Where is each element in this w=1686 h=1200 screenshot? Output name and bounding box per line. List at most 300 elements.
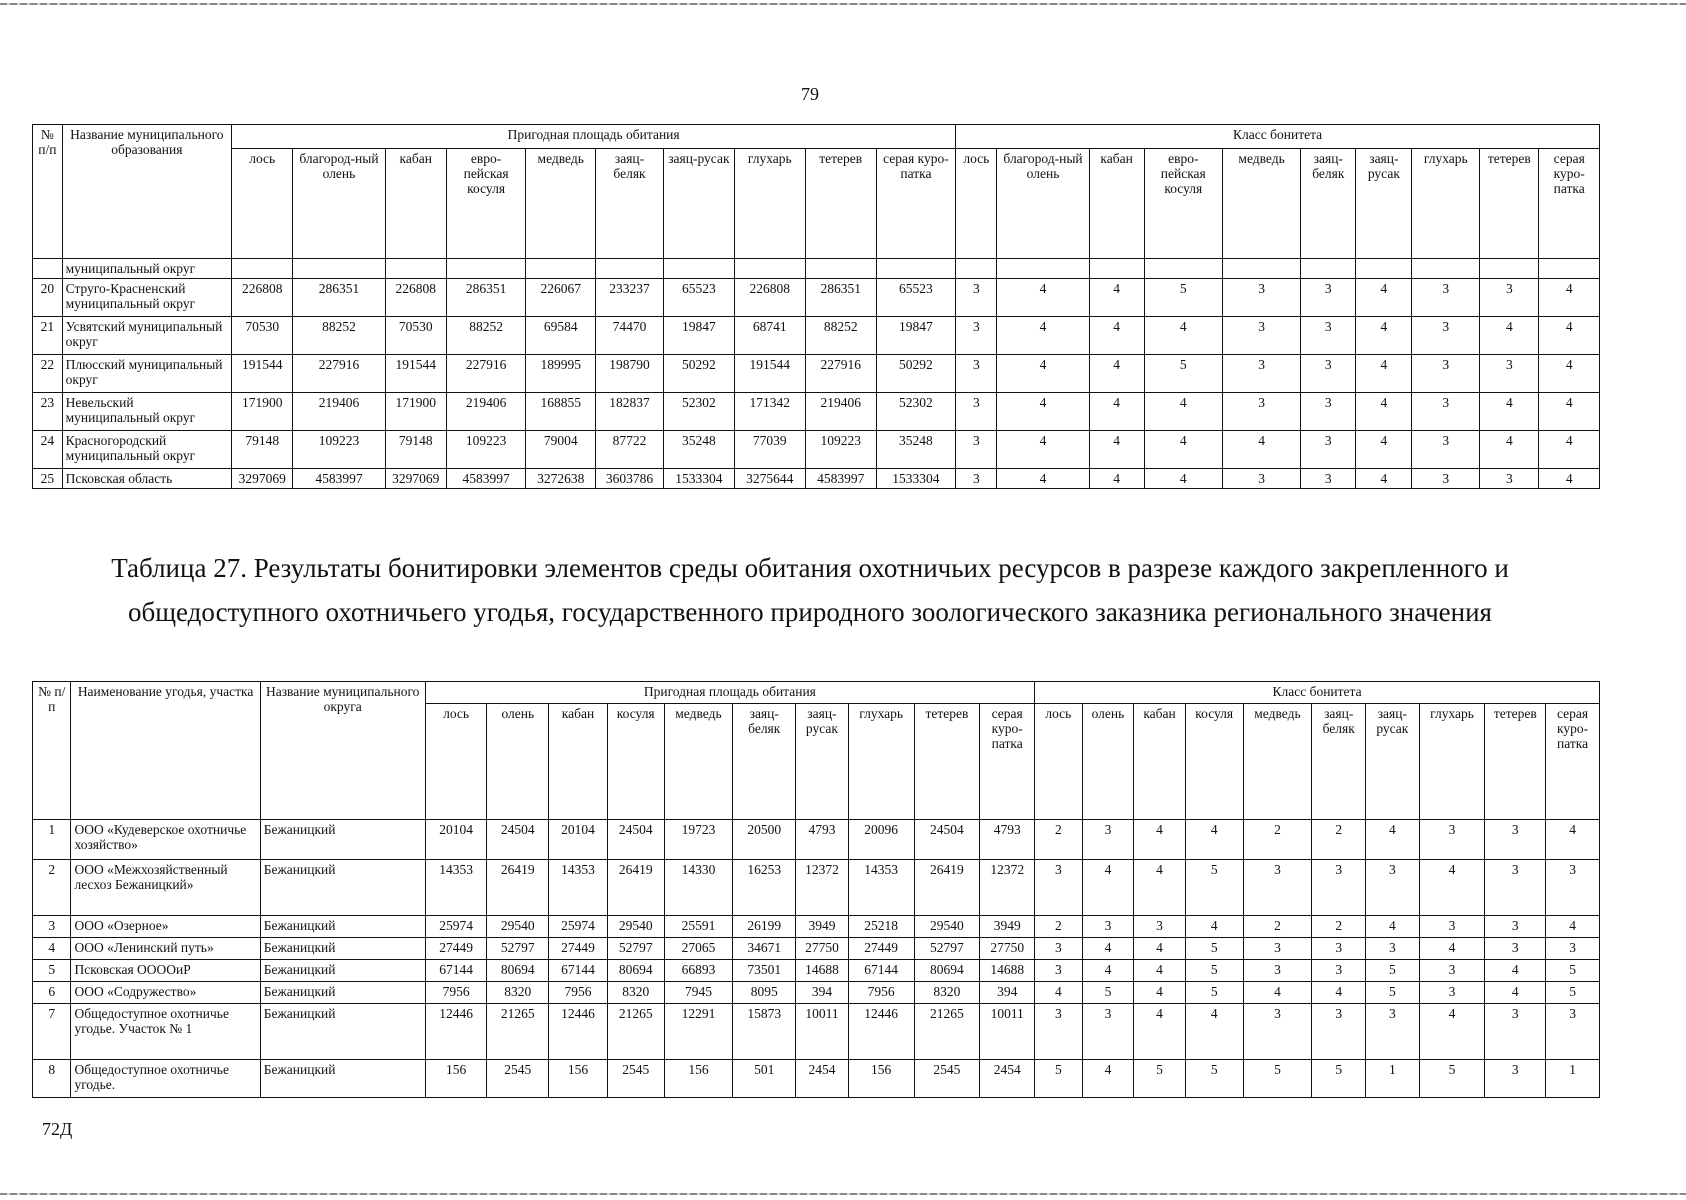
t2-area-cell: 3949 [980,916,1035,938]
t2-row-district: Бежаницкий [260,982,425,1004]
t1-area-cell: 219406 [446,393,525,431]
t1-species-area-4: медведь [526,149,596,259]
t1-class-cell: 4 [1356,317,1412,355]
t2-species-area-3: косуля [607,704,664,820]
t2-class-cell: 3 [1035,860,1083,916]
t1-class-cell: 4 [1144,431,1222,469]
t2-area-cell: 10011 [796,1004,849,1060]
t2-area-cell: 8095 [733,982,796,1004]
t1-table-row [33,279,1600,317]
t1-species-area-9: серая куро-патка [876,149,956,259]
t1-area-cell: 87722 [596,431,664,469]
t2-area-cell: 156 [664,1060,733,1098]
t1-species-class-5: заяц-беляк [1301,149,1356,259]
t2-species-area-1: олень [487,704,549,820]
t2-class-cell: 5 [1185,860,1243,916]
t1-table-row [33,469,1600,489]
t1-area-cell: 88252 [446,317,525,355]
t2-class-cell: 3 [1243,1004,1312,1060]
t1-area-cell: 74470 [596,317,664,355]
habitat-table-27 [32,681,1600,1098]
t1-area-cell: 1533304 [876,469,956,489]
t2-class-cell: 5 [1366,960,1420,982]
t1-table-row [33,393,1600,431]
t2-class-cell: 2 [1243,916,1312,938]
t2-area-cell: 156 [549,1060,608,1098]
table-27-title: Таблица 27. Результаты бонитировки элементов среды обитания охотничьих ресурсов в разрезе каждого закрепленного и общедоступного охотничьего угодья, государственного природного зоологического заказника регионального значения [111,553,1509,627]
t2-row-num: 3 [33,916,71,938]
t1-area-cell: 109223 [805,431,876,469]
t2-species-class-2: кабан [1134,704,1186,820]
t2-area-cell: 25218 [848,916,914,938]
t1-class-cell: 3 [1222,317,1300,355]
t2-area-cell: 21265 [607,1004,664,1060]
t2-class-cell: 5 [1546,982,1600,1004]
t2-species-class-0: лось [1035,704,1083,820]
t2-area-cell: 16253 [733,860,796,916]
t2-class-cell: 5 [1185,938,1243,960]
t2-table-row [33,938,1600,960]
t2-area-cell: 2545 [914,1060,980,1098]
t1-area-cell: 286351 [446,279,525,317]
t2-class-cell: 3 [1082,916,1134,938]
t1-area-cell: 3603786 [596,469,664,489]
t2-header-area-group: Пригодная площадь обитания [425,682,1034,704]
t1-class-cell: 3 [956,469,997,489]
t1-area-cell: 3297069 [232,469,293,489]
t1-area-cell: 168855 [526,393,596,431]
t2-row-district: Бежаницкий [260,916,425,938]
t2-species-area-2: кабан [549,704,608,820]
t2-class-cell: 4 [1134,860,1186,916]
t2-row-name: Псковская ООООиР [71,960,260,982]
t1-area-cell: 4583997 [446,469,525,489]
t1-class-cell: 5 [1144,279,1222,317]
t2-area-cell: 156 [848,1060,914,1098]
t2-class-cell: 4 [1366,916,1420,938]
t2-area-cell: 8320 [607,982,664,1004]
t1-class-cell: 3 [956,317,997,355]
t2-class-cell: 3 [1312,960,1366,982]
t2-class-cell: 5 [1035,1060,1083,1098]
t2-class-cell: 2 [1243,820,1312,860]
t2-area-cell: 12446 [425,1004,487,1060]
t1-class-cell: 4 [997,393,1089,431]
t2-area-cell: 27449 [549,938,608,960]
t2-area-cell: 25974 [425,916,487,938]
t2-class-cell: 3 [1419,982,1485,1004]
t1-area-cell: 191544 [385,355,446,393]
t1-area-cell: 226808 [734,279,805,317]
t1-class-cell: 4 [997,317,1089,355]
t1-class-cell: 4 [1539,469,1600,489]
t1-species-class-7: глухарь [1412,149,1480,259]
t1-area-cell: 189995 [526,355,596,393]
t1-class-cell: 4 [1089,393,1144,431]
t2-area-cell: 24504 [914,820,980,860]
t2-area-cell: 20096 [848,820,914,860]
t2-area-cell: 27750 [980,938,1035,960]
t1-area-cell: 70530 [232,317,293,355]
t1-area-cell: 109223 [293,431,385,469]
t1-species-class-8: тетерев [1480,149,1539,259]
t2-area-cell: 394 [980,982,1035,1004]
t2-class-cell: 4 [1419,860,1485,916]
t1-class-cell: 5 [1144,355,1222,393]
t2-class-cell: 4 [1485,960,1546,982]
t2-area-cell: 2545 [487,1060,549,1098]
t1-class-cell: 3 [1222,469,1300,489]
t1-area-cell: 35248 [876,431,956,469]
t2-area-cell: 20104 [425,820,487,860]
t2-area-cell: 25974 [549,916,608,938]
t2-class-cell: 3 [1312,1004,1366,1060]
habitat-table-continued [32,124,1600,489]
t1-class-cell: 3 [1301,469,1356,489]
t2-class-cell: 5 [1366,982,1420,1004]
t1-class-cell: 4 [1356,431,1412,469]
t2-area-cell: 12446 [848,1004,914,1060]
t2-class-cell: 2 [1035,916,1083,938]
t2-class-cell: 5 [1082,982,1134,1004]
t2-class-cell: 3 [1134,916,1186,938]
t2-area-cell: 29540 [914,916,980,938]
t1-class-cell: 3 [956,279,997,317]
t1-cont-name: муниципальный округ [62,259,231,279]
t2-area-cell: 20500 [733,820,796,860]
t1-area-cell: 50292 [663,355,734,393]
t1-row-name: Усвятский муниципальный округ [62,317,231,355]
t1-class-cell: 3 [1301,355,1356,393]
t1-row-name: Плюсский муниципальный округ [62,355,231,393]
t2-class-cell: 3 [1243,860,1312,916]
t2-class-cell: 5 [1134,1060,1186,1098]
t1-class-cell: 4 [1539,279,1600,317]
t2-area-cell: 14353 [549,860,608,916]
t1-class-cell: 4 [1539,393,1600,431]
t2-area-cell: 7945 [664,982,733,1004]
t2-class-cell: 5 [1312,1060,1366,1098]
t2-class-cell: 5 [1419,1060,1485,1098]
t1-species-area-8: тетерев [805,149,876,259]
t1-class-cell: 3 [956,355,997,393]
t2-class-cell: 2 [1035,820,1083,860]
t2-class-cell: 5 [1243,1060,1312,1098]
t2-class-cell: 3 [1366,860,1420,916]
t1-area-cell: 35248 [663,431,734,469]
t2-row-num: 6 [33,982,71,1004]
t2-area-cell: 27449 [848,938,914,960]
t2-area-cell: 24504 [487,820,549,860]
scan-bottom-edge [0,1193,1686,1195]
t2-area-cell: 73501 [733,960,796,982]
t2-area-cell: 24504 [607,820,664,860]
t2-class-cell: 3 [1485,916,1546,938]
t2-row-name: ООО «Озерное» [71,916,260,938]
t1-table-row [33,355,1600,393]
t1-area-cell: 226808 [385,279,446,317]
t1-area-cell: 226067 [526,279,596,317]
t2-area-cell: 26419 [487,860,549,916]
t2-area-cell: 4793 [796,820,849,860]
t1-row-name: Невельский муниципальный округ [62,393,231,431]
t1-class-cell: 4 [1089,431,1144,469]
t1-class-cell: 4 [1356,469,1412,489]
t2-row-district: Бежаницкий [260,860,425,916]
t2-area-cell: 3949 [796,916,849,938]
t2-class-cell: 5 [1185,982,1243,1004]
t1-class-cell: 3 [1222,393,1300,431]
t1-class-cell: 4 [997,279,1089,317]
t2-class-cell: 1 [1366,1060,1420,1098]
t1-species-class-1: благород-ный олень [997,149,1089,259]
t2-area-cell: 7956 [425,982,487,1004]
t1-species-area-1: благород-ный олень [293,149,385,259]
t2-species-class-1: олень [1082,704,1134,820]
t2-table-row [33,1060,1600,1098]
t2-class-cell: 4 [1082,1060,1134,1098]
t2-class-cell: 3 [1485,860,1546,916]
t2-row-district: Бежаницкий [260,820,425,860]
t1-row-num: 23 [33,393,63,431]
t1-area-cell: 19847 [876,317,956,355]
t2-species-area-0: лось [425,704,487,820]
t2-row-district: Бежаницкий [260,1060,425,1098]
t2-area-cell: 52797 [914,938,980,960]
t2-table-row [33,960,1600,982]
t2-class-cell: 3 [1546,860,1600,916]
t2-area-cell: 501 [733,1060,796,1098]
t1-table-row [33,317,1600,355]
t2-area-cell: 20104 [549,820,608,860]
t2-class-cell: 4 [1035,982,1083,1004]
t2-class-cell: 2 [1312,916,1366,938]
t2-table-row [33,982,1600,1004]
t2-class-cell: 4 [1546,916,1600,938]
t1-class-cell: 3 [1301,279,1356,317]
t1-class-cell: 3 [1222,355,1300,393]
t2-area-cell: 29540 [487,916,549,938]
t2-area-cell: 14688 [796,960,849,982]
t2-area-cell: 7956 [848,982,914,1004]
t1-class-cell: 4 [1480,317,1539,355]
t2-class-cell: 4 [1419,1004,1485,1060]
t1-area-cell: 191544 [734,355,805,393]
t2-area-cell: 14688 [980,960,1035,982]
t2-class-cell: 4 [1419,938,1485,960]
t2-class-cell: 4 [1243,982,1312,1004]
t2-class-cell: 3 [1035,960,1083,982]
t1-area-cell: 52302 [876,393,956,431]
t1-class-cell: 3 [1412,393,1480,431]
t1-area-cell: 286351 [805,279,876,317]
t1-class-cell: 4 [1144,317,1222,355]
t1-area-cell: 68741 [734,317,805,355]
t2-area-cell: 10011 [980,1004,1035,1060]
t2-row-district: Бежаницкий [260,960,425,982]
t1-row-num: 20 [33,279,63,317]
t1-species-area-3: евро-пейская косуля [446,149,525,259]
t1-row-num: 22 [33,355,63,393]
t2-class-cell: 3 [1082,1004,1134,1060]
t1-header-name: Название муниципального образования [62,125,231,259]
t2-header-class-group: Класс бонитета [1035,682,1600,704]
page-number: 79 [801,84,819,104]
t2-class-cell: 3 [1419,916,1485,938]
t1-class-cell: 4 [1356,355,1412,393]
t1-area-cell: 19847 [663,317,734,355]
t2-row-name: ООО «Межхозяйственный лесхоз Бежаницкий» [71,860,260,916]
t1-cont-num [33,259,63,279]
t1-class-cell: 3 [1412,279,1480,317]
t2-row-num: 5 [33,960,71,982]
t2-row-num: 8 [33,1060,71,1098]
t2-area-cell: 8320 [487,982,549,1004]
t2-species-class-3: косуля [1185,704,1243,820]
t2-class-cell: 3 [1546,1004,1600,1060]
t2-species-area-4: медведь [664,704,733,820]
t1-species-area-5: заяц-беляк [596,149,664,259]
t1-class-cell: 4 [1539,431,1600,469]
t1-area-cell: 226808 [232,279,293,317]
t2-class-cell: 4 [1082,938,1134,960]
t1-area-cell: 233237 [596,279,664,317]
t2-area-cell: 34671 [733,938,796,960]
t2-area-cell: 15873 [733,1004,796,1060]
t2-area-cell: 80694 [914,960,980,982]
t1-area-cell: 88252 [293,317,385,355]
t1-class-cell: 3 [956,393,997,431]
t2-class-cell: 3 [1546,938,1600,960]
t1-area-cell: 70530 [385,317,446,355]
t1-area-cell: 171900 [385,393,446,431]
t2-area-cell: 12291 [664,1004,733,1060]
t1-row-num: 25 [33,469,63,489]
t2-area-cell: 25591 [664,916,733,938]
t1-row-num: 21 [33,317,63,355]
t1-row-name: Струго-Красненский муниципальный округ [62,279,231,317]
t2-class-cell: 3 [1485,820,1546,860]
t2-class-cell: 3 [1366,1004,1420,1060]
t1-class-cell: 4 [997,469,1089,489]
t1-area-cell: 50292 [876,355,956,393]
t1-area-cell: 65523 [663,279,734,317]
t2-table-row [33,820,1600,860]
t1-class-cell: 4 [1539,355,1600,393]
t2-area-cell: 12446 [549,1004,608,1060]
t2-area-cell: 14353 [848,860,914,916]
t2-class-cell: 4 [1185,820,1243,860]
t1-class-cell: 4 [1144,469,1222,489]
document-code: 72Д [42,1119,73,1139]
t1-class-cell: 4 [1144,393,1222,431]
t2-row-name: ООО «Содружество» [71,982,260,1004]
t2-area-cell: 8320 [914,982,980,1004]
t2-area-cell: 67144 [549,960,608,982]
t2-species-class-9: серая куро-патка [1546,704,1600,820]
t1-species-class-0: лось [956,149,997,259]
t2-area-cell: 80694 [607,960,664,982]
t2-class-cell: 1 [1546,1060,1600,1098]
t1-row-name: Красногородский муниципальный округ [62,431,231,469]
t1-area-cell: 79004 [526,431,596,469]
t2-class-cell: 4 [1134,938,1186,960]
t1-header-class-group: Класс бонитета [956,125,1600,149]
t2-area-cell: 66893 [664,960,733,982]
t2-class-cell: 3 [1366,938,1420,960]
t2-table-row [33,860,1600,916]
t2-row-num: 4 [33,938,71,960]
t1-area-cell: 227916 [805,355,876,393]
t2-class-cell: 3 [1419,960,1485,982]
t1-species-class-9: серая куро-патка [1539,149,1600,259]
t1-header-num: № п/п [33,125,63,259]
t2-class-cell: 3 [1312,938,1366,960]
scan-top-edge [0,3,1686,5]
t2-area-cell: 21265 [914,1004,980,1060]
t2-class-cell: 4 [1082,960,1134,982]
t1-area-cell: 4583997 [805,469,876,489]
t2-area-cell: 26419 [914,860,980,916]
t2-area-cell: 26199 [733,916,796,938]
t2-class-cell: 4 [1134,820,1186,860]
t1-area-cell: 77039 [734,431,805,469]
t2-class-cell: 4 [1312,982,1366,1004]
t2-area-cell: 14353 [425,860,487,916]
t2-area-cell: 4793 [980,820,1035,860]
t2-row-name: ООО «Ленинский путь» [71,938,260,960]
t2-area-cell: 67144 [425,960,487,982]
t2-row-name: Общедоступное охотничье угодье. [71,1060,260,1098]
t2-species-area-6: заяц-русак [796,704,849,820]
t1-area-cell: 219406 [293,393,385,431]
t2-table-row [33,916,1600,938]
t1-species-area-2: кабан [385,149,446,259]
t2-class-cell: 4 [1082,860,1134,916]
t2-header-district: Название муниципального округа [260,682,425,820]
t2-class-cell: 3 [1485,1004,1546,1060]
t1-class-cell: 3 [1222,279,1300,317]
t2-class-cell: 5 [1185,1060,1243,1098]
t1-class-cell: 4 [997,431,1089,469]
t2-class-cell: 4 [1134,982,1186,1004]
t2-header-name: Наименование угодья, участка [71,682,260,820]
t2-area-cell: 7956 [549,982,608,1004]
t2-class-cell: 3 [1243,960,1312,982]
t2-class-cell: 3 [1485,938,1546,960]
t1-class-cell: 4 [1356,279,1412,317]
t1-class-cell: 4 [1089,355,1144,393]
t1-species-area-0: лось [232,149,293,259]
t1-area-cell: 219406 [805,393,876,431]
t2-class-cell: 3 [1485,1060,1546,1098]
t1-area-cell: 171900 [232,393,293,431]
t1-header-area-group: Пригодная площадь обитания [232,125,956,149]
t2-area-cell: 12372 [980,860,1035,916]
t1-class-cell: 3 [956,431,997,469]
t1-area-cell: 69584 [526,317,596,355]
t1-area-cell: 52302 [663,393,734,431]
t1-class-cell: 4 [997,355,1089,393]
t1-area-cell: 171342 [734,393,805,431]
t1-species-area-6: заяц-русак [663,149,734,259]
t2-area-cell: 21265 [487,1004,549,1060]
t2-area-cell: 14330 [664,860,733,916]
t1-species-class-4: медведь [1222,149,1300,259]
t2-area-cell: 67144 [848,960,914,982]
t2-table-row [33,1004,1600,1060]
t2-species-area-8: тетерев [914,704,980,820]
